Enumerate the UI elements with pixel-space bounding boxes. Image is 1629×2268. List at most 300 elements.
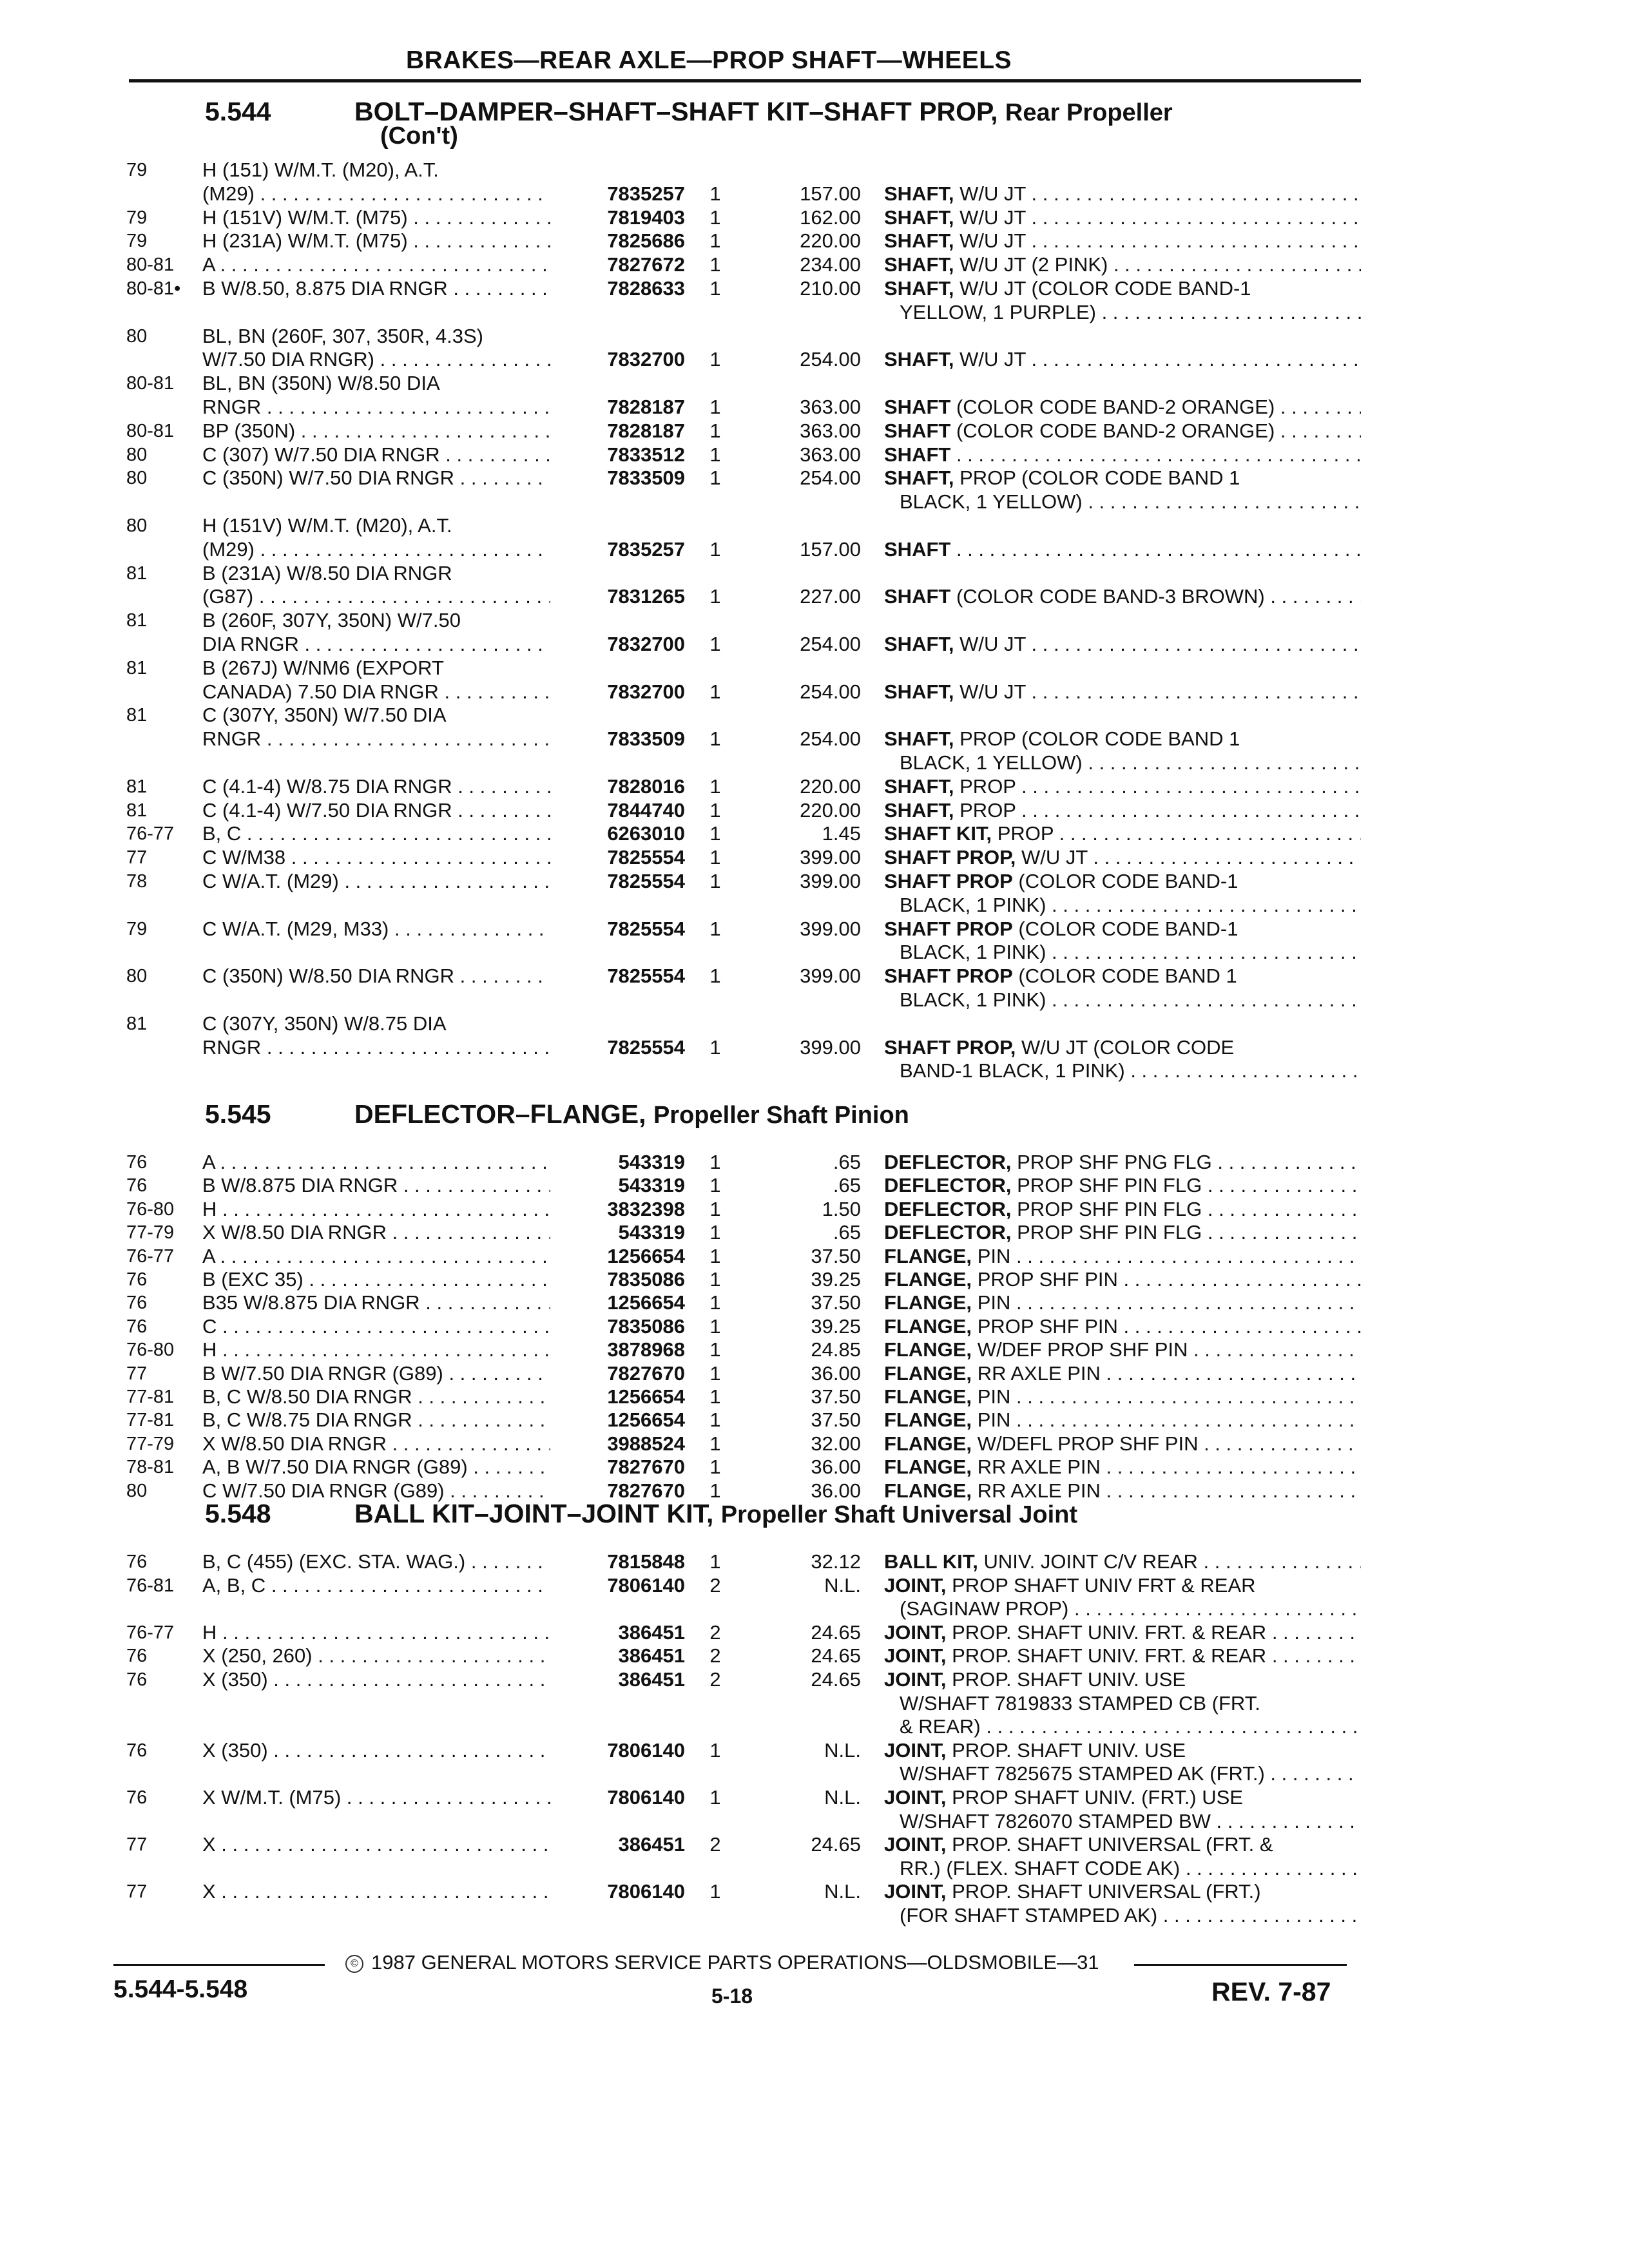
part-number: 386451 (618, 1668, 685, 1691)
description-text: RR AXLE PIN (977, 1361, 1101, 1385)
description-text: PROP. SHAFT UNIV. FRT. & REAR (952, 1620, 1267, 1644)
quantity: 2 (709, 1620, 721, 1644)
application-line: H (231A) W/M.T. (M75) . . . (202, 229, 550, 253)
description-line (884, 1597, 1361, 1621)
section-title (205, 97, 1173, 127)
description-line (884, 1338, 1361, 1361)
section-subheading: Propeller Shaft Universal Joint (720, 1501, 1078, 1528)
description-text: UNIV. JOINT C/V REAR (983, 1550, 1198, 1573)
table-row (0, 562, 1629, 610)
application-line: C W/M38 . . . (202, 846, 550, 870)
part-name: SHAFT (884, 585, 951, 608)
quantity: 1 (709, 1197, 721, 1220)
description-text: PROP (COLOR CODE BAND 1 (959, 727, 1240, 751)
description-line (884, 1668, 1361, 1692)
table-row (0, 229, 1629, 253)
model-year: 79 (126, 160, 148, 180)
quantity: 1 (709, 1174, 721, 1197)
application (202, 1786, 550, 1810)
application-line: X W/8.50 DIA RNGR . . . (202, 1221, 550, 1244)
application-line: B (260F, 307Y, 350N) W/7.50 (202, 609, 461, 632)
model-year: 77 (126, 847, 148, 869)
description-line (884, 1810, 1361, 1834)
part-number: 7825554 (607, 917, 685, 940)
table-row (0, 822, 1629, 846)
part-name: FLANGE, (884, 1408, 972, 1432)
model-year: 76 (126, 1787, 148, 1808)
part-name: SHAFT, (884, 727, 954, 751)
part-name: SHAFT PROP (884, 870, 1013, 892)
application (202, 799, 550, 823)
price: 399.00 (800, 846, 861, 869)
part-number: 1256654 (607, 1385, 685, 1408)
part-number: 7832700 (607, 632, 685, 655)
footer-rule-left (113, 1964, 325, 1966)
description-text: BLACK, 1 PINK) (900, 988, 1046, 1011)
model-year: 76 (126, 1152, 148, 1173)
model-year: 77 (126, 1834, 148, 1856)
description-line (884, 466, 1361, 490)
description-text: PROP SHF PIN FLG (1017, 1174, 1202, 1197)
part-name: SHAFT (884, 537, 951, 561)
description (884, 443, 1361, 467)
application (202, 609, 550, 657)
section-heading: BALL KIT–JOINT–JOINT KIT, (354, 1499, 714, 1528)
application-line: B35 W/8.875 DIA RNGR . . . (202, 1291, 550, 1314)
table-row (0, 1174, 1629, 1197)
application-line: C (350N) W/7.50 DIA RNGR . . . (202, 466, 550, 490)
description (884, 1385, 1361, 1408)
model-year: 77-81 (126, 1410, 175, 1431)
quantity: 1 (709, 1456, 721, 1479)
description (884, 348, 1361, 372)
price: 162.00 (800, 206, 861, 229)
description-line (884, 1059, 1361, 1083)
application (202, 325, 550, 372)
application-line: A . . . (202, 253, 550, 277)
description-text: (FOR SHAFT STAMPED AK) (900, 1903, 1158, 1927)
price: 234.00 (800, 253, 861, 276)
quantity: 1 (709, 1035, 721, 1059)
model-year: 76 (126, 1646, 148, 1667)
part-name: JOINT, (884, 1573, 947, 1597)
description-line (884, 1762, 1361, 1786)
table-row (0, 799, 1629, 823)
description (884, 1833, 1361, 1880)
part-number: 7825554 (607, 870, 685, 892)
model-year: 78 (126, 871, 148, 892)
description-line (884, 1644, 1361, 1668)
description-line (884, 633, 1361, 657)
part-number: 1256654 (607, 1408, 685, 1432)
application (202, 206, 550, 230)
description (884, 727, 1361, 775)
part-name: SHAFT (884, 443, 951, 466)
description-line (884, 727, 1361, 751)
application-line: A, B W/7.50 DIA RNGR (G89) . . . (202, 1456, 550, 1479)
description-text: & REAR) (900, 1715, 981, 1738)
description (884, 229, 1361, 253)
part-number: 7827672 (607, 253, 685, 276)
quantity: 1 (709, 1338, 721, 1361)
price: N.L. (824, 1880, 861, 1903)
part-number: 7827670 (607, 1479, 685, 1502)
quantity: 1 (709, 1408, 721, 1432)
model-year: 81 (126, 610, 148, 631)
quantity: 1 (709, 1291, 721, 1314)
description-line (884, 1198, 1361, 1221)
description-text: W/SHAFT 7819833 STAMPED CB (FRT. (900, 1691, 1260, 1715)
application-line: H (151V) W/M.T. (M20), A.T. (202, 514, 452, 537)
part-name: SHAFT (884, 419, 951, 442)
description (884, 846, 1361, 870)
price: .65 (833, 1151, 861, 1173)
application-line: (M29) . . . (202, 182, 550, 206)
application-line: W/7.50 DIA RNGR) . . . (202, 348, 550, 372)
table-row (0, 1245, 1629, 1268)
description-line (884, 182, 1361, 206)
description-text: W/U JT (959, 348, 1026, 371)
table-row (0, 1621, 1629, 1645)
description-text: W/U JT (959, 206, 1026, 229)
part-number: 7827670 (607, 1456, 685, 1479)
price: 37.50 (811, 1408, 861, 1432)
application-line: C W/A.T. (M29) . . . (202, 870, 550, 894)
price: 363.00 (800, 419, 861, 442)
model-year: 76 (126, 1669, 148, 1690)
description-line (884, 206, 1361, 230)
quantity: 1 (709, 870, 721, 892)
description-line (884, 870, 1361, 894)
quantity: 1 (709, 1221, 721, 1244)
quantity: 1 (709, 846, 721, 869)
description-line (884, 1739, 1361, 1763)
description-line (884, 1904, 1361, 1928)
quantity: 1 (709, 466, 721, 490)
table-row (0, 159, 1629, 206)
table-row (0, 870, 1629, 918)
quantity: 1 (709, 277, 721, 300)
application-line: X (250, 260) . . . (202, 1644, 550, 1668)
description (884, 1574, 1361, 1621)
description (884, 799, 1361, 823)
part-name: SHAFT, (884, 680, 954, 703)
description-text: PROP. SHAFT UNIV. FRT. & REAR (952, 1644, 1267, 1667)
table-row (0, 1385, 1629, 1408)
price: 210.00 (800, 277, 861, 300)
application-line: X W/8.50 DIA RNGR . . . (202, 1432, 550, 1456)
application (202, 1362, 550, 1385)
application (202, 1221, 550, 1244)
description (884, 1338, 1361, 1361)
price: 254.00 (800, 632, 861, 655)
price: 157.00 (800, 182, 861, 205)
description (884, 1151, 1361, 1174)
quantity: 1 (709, 1786, 721, 1809)
description-text: PROP SHAFT UNIV FRT & REAR (952, 1573, 1256, 1597)
quantity: 1 (709, 1880, 721, 1903)
section-title (205, 1099, 909, 1129)
quantity: 1 (709, 1314, 721, 1338)
description-text: PROP SHF PNG FLG (1017, 1151, 1212, 1173)
description (884, 585, 1361, 609)
description (884, 466, 1361, 514)
description-line (884, 1221, 1361, 1244)
price: N.L. (824, 1738, 861, 1762)
description-line (884, 1362, 1361, 1385)
description-text: RR.) (FLEX. SHAFT CODE AK) (900, 1856, 1181, 1879)
description (884, 1644, 1361, 1668)
price: 254.00 (800, 680, 861, 703)
description-text: PROP. SHAFT UNIVERSAL (FRT. & (952, 1833, 1273, 1856)
application (202, 1550, 550, 1574)
model-year: 80 (126, 1480, 148, 1501)
description-line (884, 1408, 1361, 1432)
price: 1.45 (822, 822, 861, 845)
application-line: C (307Y, 350N) W/7.50 DIA (202, 704, 447, 727)
application-line: X . . . (202, 1880, 550, 1904)
part-name: DEFLECTOR, (884, 1197, 1012, 1220)
quantity: 2 (709, 1668, 721, 1691)
part-number: 7815848 (607, 1550, 685, 1573)
price: 36.00 (811, 1456, 861, 1479)
model-year: 77-79 (126, 1433, 175, 1454)
model-year: 80 (126, 468, 148, 489)
description-line (884, 918, 1361, 941)
price: 254.00 (800, 727, 861, 751)
application (202, 419, 550, 443)
part-name: JOINT, (884, 1833, 947, 1856)
description-text: PROP (997, 822, 1054, 845)
application-line: C (350N) W/8.50 DIA RNGR . . . (202, 965, 550, 988)
application-line: B (EXC 35) . . . (202, 1268, 550, 1291)
footer-rule-right (1134, 1964, 1347, 1966)
application (202, 277, 550, 301)
application (202, 1245, 550, 1268)
description-line (884, 1715, 1361, 1739)
application-line: B, C W/8.50 DIA RNGR . . . (202, 1385, 550, 1408)
header-rule (129, 79, 1361, 82)
quantity: 1 (709, 253, 721, 276)
quantity: 1 (709, 680, 721, 703)
price: .65 (833, 1221, 861, 1244)
part-name: FLANGE, (884, 1244, 972, 1267)
table-row (0, 1644, 1629, 1668)
description (884, 822, 1361, 846)
application-line: CANADA) 7.50 DIA RNGR . . . (202, 680, 550, 704)
part-number: 7828187 (607, 419, 685, 442)
application-line: X (350) . . . (202, 1739, 550, 1763)
part-number: 7806140 (607, 1786, 685, 1809)
description-line (884, 301, 1361, 325)
description-text: PIN (977, 1385, 1011, 1408)
table-row (0, 1833, 1629, 1880)
quantity: 1 (709, 1479, 721, 1502)
description-line (884, 1174, 1361, 1197)
model-year: 76-77 (126, 823, 175, 845)
description-text: PROP (959, 774, 1016, 798)
application (202, 443, 550, 467)
part-number: 6263010 (607, 822, 685, 845)
part-number: 386451 (618, 1620, 685, 1644)
description-line (884, 1315, 1361, 1338)
description (884, 182, 1361, 206)
part-number: 7835086 (607, 1314, 685, 1338)
price: 24.65 (811, 1833, 861, 1856)
application-line: C W/7.50 DIA RNGR (G89) . . . (202, 1479, 550, 1503)
part-name: SHAFT PROP, (884, 1035, 1016, 1059)
part-number: 7835257 (607, 182, 685, 205)
price: 399.00 (800, 965, 861, 988)
part-name: JOINT, (884, 1738, 947, 1762)
part-number: 1256654 (607, 1244, 685, 1267)
price: N.L. (824, 1573, 861, 1597)
description-line (884, 1550, 1361, 1574)
price: 32.00 (811, 1432, 861, 1455)
description-text: (COLOR CODE BAND-2 ORANGE) (956, 419, 1275, 442)
description-line (884, 1574, 1361, 1598)
part-name: FLANGE, (884, 1456, 972, 1479)
application (202, 704, 550, 751)
quantity: 1 (709, 443, 721, 466)
table-row (0, 514, 1629, 562)
application (202, 1621, 550, 1645)
model-year: 76 (126, 1740, 148, 1761)
application (202, 1385, 550, 1408)
description-text: (COLOR CODE BAND-1 (1018, 870, 1239, 892)
section-title (205, 1499, 1077, 1529)
section-number: 5.545 (205, 1099, 271, 1129)
table-row (0, 1315, 1629, 1338)
price: 363.00 (800, 395, 861, 418)
description-text: W/U JT (959, 182, 1026, 205)
description (884, 419, 1361, 443)
description (884, 1668, 1361, 1739)
part-name: FLANGE, (884, 1385, 972, 1408)
part-number: 3988524 (607, 1432, 685, 1455)
description-text: BLACK, 1 YELLOW) (900, 490, 1083, 514)
description-line (884, 680, 1361, 704)
price: 39.25 (811, 1268, 861, 1291)
application (202, 965, 550, 988)
price: N.L. (824, 1786, 861, 1809)
application (202, 1291, 550, 1314)
description (884, 1550, 1361, 1574)
description-text: PROP SHF PIN (977, 1314, 1118, 1338)
application-line: C (4.1-4) W/8.75 DIA RNGR . . . (202, 775, 550, 799)
part-number: 7806140 (607, 1880, 685, 1903)
description-line (884, 1151, 1361, 1174)
description-text: (COLOR CODE BAND-2 ORANGE) (956, 395, 1275, 418)
quantity: 1 (709, 1268, 721, 1291)
application-line: BL, BN (350N) W/8.50 DIA (202, 372, 440, 395)
model-year: 80 (126, 515, 148, 536)
model-year: 80 (126, 325, 148, 347)
application-line: H (151) W/M.T. (M20), A.T. (202, 159, 439, 181)
table-row (0, 372, 1629, 419)
description-text: BAND-1 BLACK, 1 PINK) (900, 1059, 1125, 1082)
table-row (0, 1151, 1629, 1174)
description (884, 1432, 1361, 1456)
table-row (0, 443, 1629, 467)
description-text: W/U JT (959, 680, 1026, 703)
table-row (0, 1268, 1629, 1291)
application-line: B W/8.50, 8.875 DIA RNGR . . . (202, 277, 550, 301)
description-line (884, 1432, 1361, 1456)
description-text: W/U JT (COLOR CODE (1021, 1035, 1235, 1059)
part-name: SHAFT, (884, 253, 954, 276)
part-name: JOINT, (884, 1620, 947, 1644)
application (202, 657, 550, 704)
application (202, 1668, 550, 1692)
table-row (0, 1550, 1629, 1574)
table-row (0, 1198, 1629, 1221)
description (884, 1174, 1361, 1197)
application (202, 1833, 550, 1857)
table-row (0, 609, 1629, 657)
table-row (0, 1338, 1629, 1361)
part-number: 543319 (618, 1151, 685, 1173)
model-year: 76 (126, 1552, 148, 1572)
description-line (884, 1268, 1361, 1291)
part-number: 7833509 (607, 727, 685, 751)
part-name: SHAFT PROP (884, 965, 1013, 988)
section-subheading: Propeller Shaft Pinion (653, 1102, 909, 1129)
part-name: FLANGE, (884, 1338, 972, 1361)
part-name: DEFLECTOR, (884, 1174, 1012, 1197)
description-text: (COLOR CODE BAND 1 (1018, 965, 1237, 988)
application-line: H (151V) W/M.T. (M75) . . . (202, 206, 550, 230)
quantity: 1 (709, 1738, 721, 1762)
model-year: 81 (126, 705, 148, 726)
description (884, 775, 1361, 799)
description (884, 396, 1361, 419)
price: 399.00 (800, 870, 861, 892)
model-year: 81 (126, 800, 148, 821)
model-year: 79 (126, 207, 148, 228)
table-row (0, 1880, 1629, 1927)
description (884, 633, 1361, 657)
price: 363.00 (800, 443, 861, 466)
application-line: A, B, C . . . (202, 1574, 550, 1598)
description-line (884, 419, 1361, 443)
application-line: RNGR . . . (202, 396, 550, 419)
part-number: 386451 (618, 1833, 685, 1856)
description-line (884, 1857, 1361, 1881)
application (202, 1198, 550, 1221)
application (202, 1174, 550, 1197)
description (884, 1036, 1361, 1084)
description-text: PROP SHF PIN (977, 1268, 1118, 1291)
description-text: PROP SHF PIN FLG (1017, 1197, 1202, 1220)
description-line (884, 1880, 1361, 1904)
model-year: 76-80 (126, 1340, 175, 1361)
quantity: 1 (709, 774, 721, 798)
description (884, 1456, 1361, 1479)
part-name: FLANGE, (884, 1314, 972, 1338)
description (884, 538, 1361, 562)
price: 24.65 (811, 1668, 861, 1691)
application-line: RNGR . . . (202, 1036, 550, 1060)
application-line: B, C (455) (EXC. STA. WAG.) . . . (202, 1550, 550, 1574)
price: 399.00 (800, 917, 861, 940)
part-number: 543319 (618, 1174, 685, 1197)
price: 24.65 (811, 1620, 861, 1644)
description-line (884, 348, 1361, 372)
description-text: W/SHAFT 7825675 STAMPED AK (FRT.) (900, 1762, 1265, 1785)
section-heading: BOLT–DAMPER–SHAFT–SHAFT KIT–SHAFT PROP, (354, 97, 998, 126)
part-name: SHAFT, (884, 798, 954, 822)
